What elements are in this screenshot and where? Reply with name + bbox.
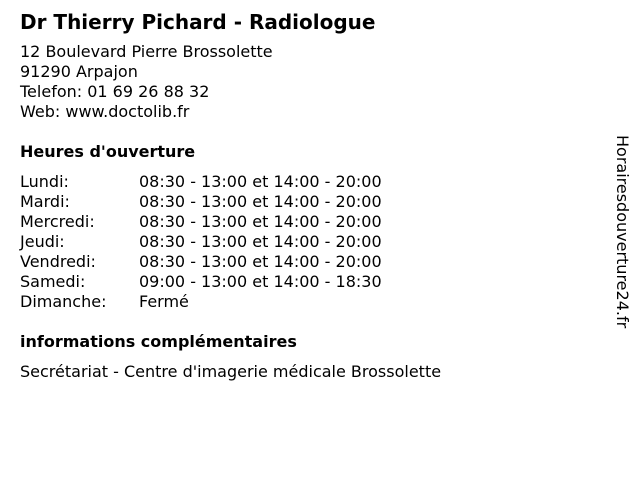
hours-value: 08:30 - 13:00 et 14:00 - 20:00 <box>139 232 382 251</box>
business-card <box>20 8 600 382</box>
hours-value: 09:00 - 13:00 et 14:00 - 18:30 <box>139 272 382 291</box>
hours-value: 08:30 - 13:00 et 14:00 - 20:00 <box>139 172 382 191</box>
hours-row-wednesday <box>20 212 600 232</box>
additional-info-text: Secrétariat - Centre d'imagerie médicale Brossolette <box>20 362 442 381</box>
opening-hours-heading: Heures d'ouverture <box>20 142 196 161</box>
website: Web: www.doctolib.fr <box>20 102 190 121</box>
hours-row-sunday <box>20 292 600 312</box>
hours-day: Mardi: <box>20 192 70 211</box>
hours-day: Vendredi: <box>20 252 96 271</box>
hours-day: Jeudi: <box>20 232 65 251</box>
hours-day: Lundi: <box>20 172 69 191</box>
hours-value: Fermé <box>139 292 189 311</box>
opening-hours-list <box>20 172 600 312</box>
hours-value: 08:30 - 13:00 et 14:00 - 20:00 <box>139 212 382 231</box>
hours-day: Samedi: <box>20 272 86 291</box>
phone-number: Telefon: 01 69 26 88 32 <box>20 82 210 101</box>
address-block <box>20 42 600 122</box>
street-address: 12 Boulevard Pierre Brossolette <box>20 42 273 61</box>
hours-day: Dimanche: <box>20 292 107 311</box>
hours-value: 08:30 - 13:00 et 14:00 - 20:00 <box>139 252 382 271</box>
page-title: Dr Thierry Pichard - Radiologue <box>20 10 376 34</box>
hours-row-saturday <box>20 272 600 292</box>
hours-row-thursday <box>20 232 600 252</box>
site-watermark: Horairesdouverture24.fr <box>613 135 632 329</box>
city-postcode: 91290 Arpajon <box>20 62 138 81</box>
hours-day: Mercredi: <box>20 212 95 231</box>
hours-row-monday <box>20 172 600 192</box>
hours-row-tuesday <box>20 192 600 212</box>
hours-value: 08:30 - 13:00 et 14:00 - 20:00 <box>139 192 382 211</box>
additional-info-heading: informations complémentaires <box>20 332 297 351</box>
hours-row-friday <box>20 252 600 272</box>
